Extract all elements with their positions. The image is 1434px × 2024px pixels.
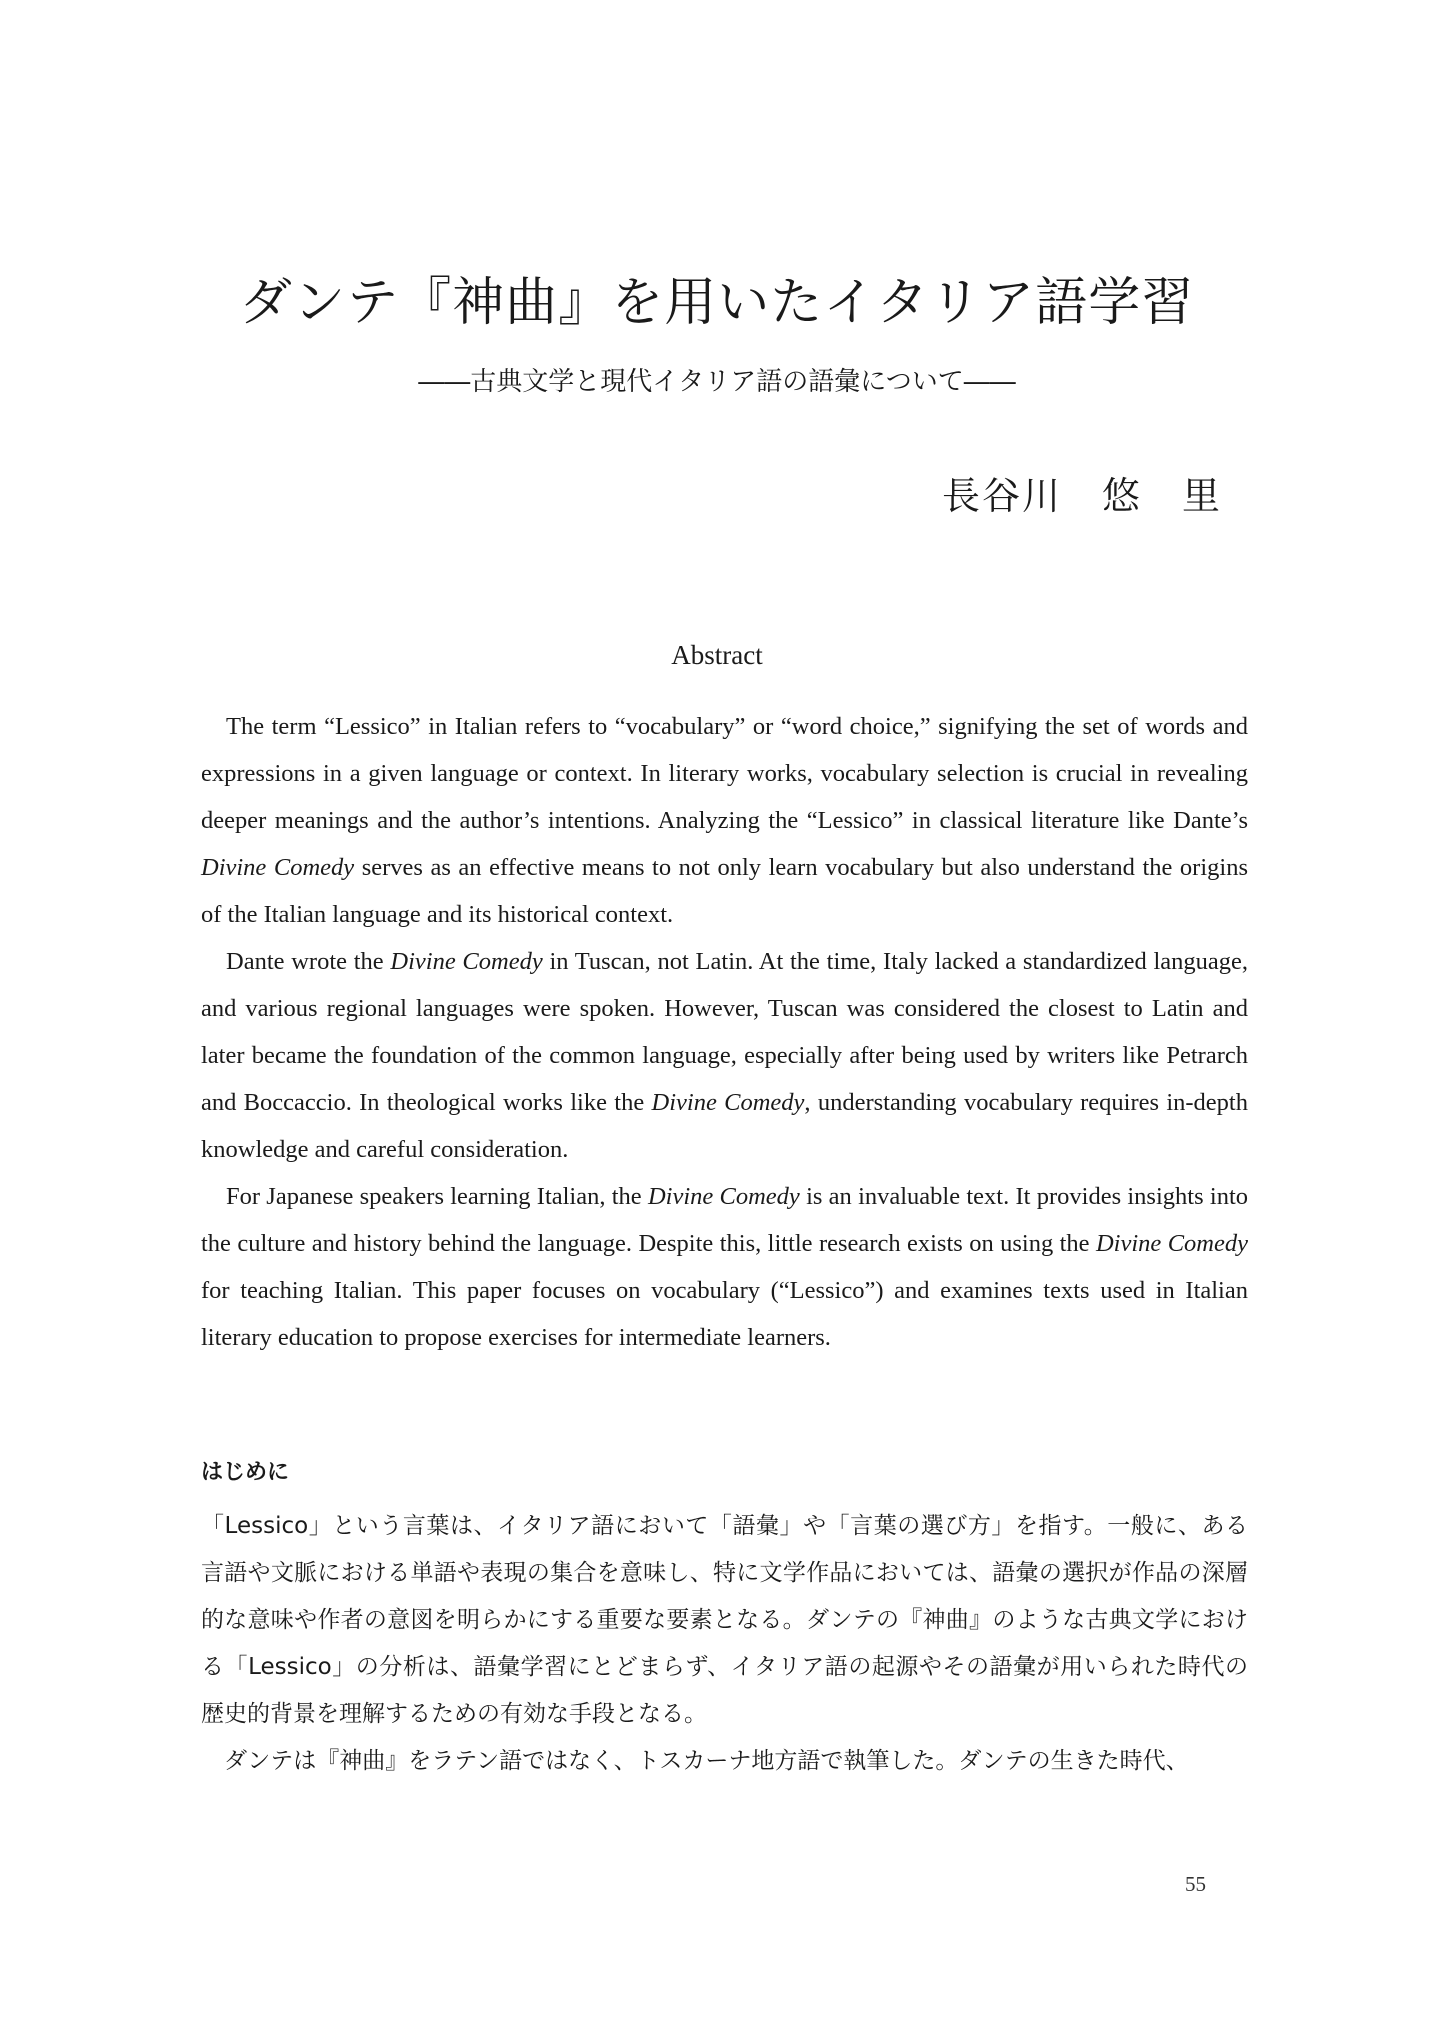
work-title: Divine Comedy <box>1095 1230 1248 1257</box>
abstract-text: , understanding vocabulary requires in-depth knowledge and careful consideration. <box>201 1089 1248 1163</box>
paper-title: ダンテ『神曲』を用いたイタリア語学習 <box>239 273 1195 333</box>
author-name: 長谷川 悠 里 <box>941 474 1222 518</box>
abstract-text: The term “Lessico” in Italian refers to “vocabulary” or “word choice,” signifying the set of words and expressions in a given language or context. In literary works, vocabulary selection is crucial in revealing deeper meanings and the author’s intentions. Analyzing the “Lessico” in classical literature like Dante’s <box>201 713 1248 834</box>
abstract-text: is an invaluable text. It provides insights into the culture and history behind the language. Despite this, little research exists on using the <box>201 1183 1248 1257</box>
abstract-text: For Japanese speakers learning Italian, the <box>226 1183 648 1210</box>
intro-paragraph: 「Lessico」という言葉は、イタリア語において「語彙」や「言葉の選び方」を指す。一般に、ある言語や文脈における単語や表現の集合を意味し、特に文学作品においては、語彙の選択が作品の深層的な意味や作者の意図を明らかにする重要な要素となる。ダンテの『神曲』のような古典文学における「Lessico」の分析は、語彙学習にとどまらず、イタリア語の起源やその語彙が用いられた時代の歴史的背景を理解するための有効な手段となる。 <box>201 1513 1248 1727</box>
work-title: Divine Comedy <box>651 1089 805 1116</box>
introduction-body <box>201 1503 1248 1785</box>
abstract-paragraph <box>201 1173 1248 1361</box>
abstract-text: in Tuscan, not Latin. At the time, Italy lacked a standardized language, and various regional languages were spoken. However, Tuscan was considered the closest to Latin and later became the foundation of the common language, especially after being used by writers like Petrarch and Boccaccio. In theological works like the <box>201 948 1248 1116</box>
abstract-text: for teaching Italian. This paper focuses on vocabulary (“Lessico”) and examines texts used in Italian literary education to propose exercises for intermediate learners. <box>201 1277 1248 1351</box>
intro-paragraph: ダンテは『神曲』をラテン語ではなく、トスカーナ地方語で執筆した。ダンテの生きた時代、 <box>224 1748 1189 1774</box>
abstract-heading: Abstract <box>671 640 763 670</box>
work-title: Divine Comedy <box>390 948 543 975</box>
paper-subtitle: ――古典文学と現代イタリア語の語彙について―― <box>418 367 1016 397</box>
work-title: Divine Comedy <box>647 1183 800 1210</box>
abstract-text: serves as an effective means to not only learn vocabulary but also understand the origins of the Italian language and its historical context. <box>201 854 1248 928</box>
work-title: Divine Comedy <box>201 854 355 881</box>
page-number: 55 <box>1185 1872 1206 1896</box>
abstract-paragraph <box>201 938 1248 1173</box>
section-heading-introduction: はじめに <box>201 1460 290 1485</box>
abstract-text: Dante wrote the <box>226 948 391 975</box>
abstract-paragraph <box>201 703 1248 938</box>
abstract-body <box>201 703 1248 1361</box>
